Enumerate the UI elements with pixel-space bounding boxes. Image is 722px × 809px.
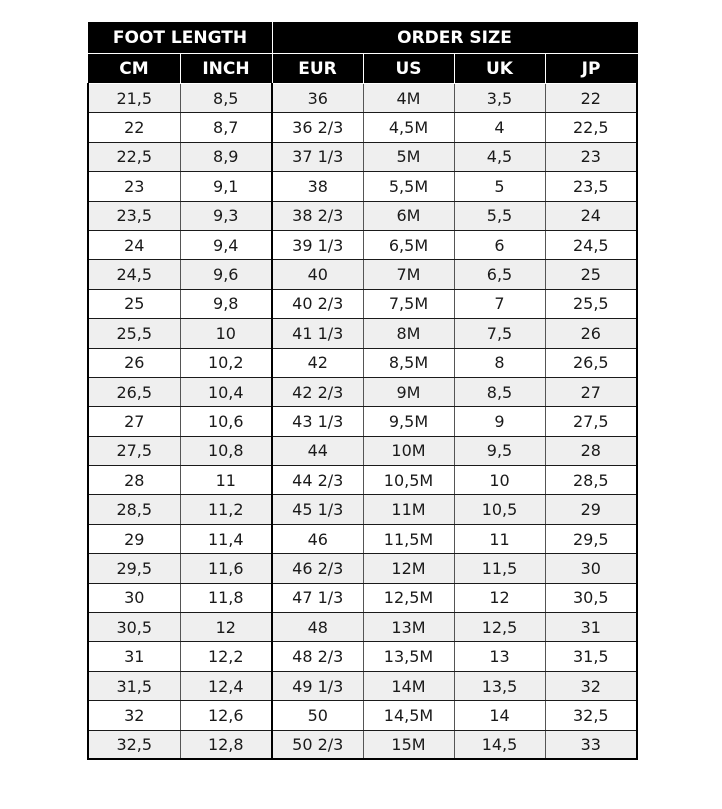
cell-jp: 30 [545, 554, 637, 583]
cell-cm: 26,5 [88, 377, 180, 406]
table-row [88, 230, 637, 259]
cell-us: 10M [363, 436, 454, 465]
cell-uk: 7 [454, 289, 545, 318]
table-row [88, 495, 637, 524]
cell-cm: 32,5 [88, 730, 180, 759]
cell-jp: 29,5 [545, 524, 637, 553]
cell-uk: 6,5 [454, 260, 545, 289]
cell-uk: 8 [454, 348, 545, 377]
cell-inch: 11,6 [180, 554, 272, 583]
cell-cm: 30,5 [88, 613, 180, 642]
column-header-eur: EUR [272, 54, 363, 84]
cell-inch: 10,4 [180, 377, 272, 406]
cell-us: 12,5M [363, 583, 454, 612]
column-header-cm: CM [88, 54, 180, 84]
cell-eur: 44 2/3 [272, 466, 363, 495]
cell-us: 9M [363, 377, 454, 406]
cell-us: 11,5M [363, 524, 454, 553]
cell-cm: 26 [88, 348, 180, 377]
cell-jp: 22,5 [545, 113, 637, 142]
table-row [88, 642, 637, 671]
table-row [88, 466, 637, 495]
cell-inch: 10,6 [180, 407, 272, 436]
column-header-uk: UK [454, 54, 545, 84]
cell-cm: 24,5 [88, 260, 180, 289]
cell-cm: 27 [88, 407, 180, 436]
cell-us: 13M [363, 613, 454, 642]
cell-cm: 22,5 [88, 142, 180, 171]
cell-uk: 5 [454, 172, 545, 201]
cell-jp: 31 [545, 613, 637, 642]
cell-cm: 29 [88, 524, 180, 553]
table-row [88, 613, 637, 642]
cell-cm: 24 [88, 230, 180, 259]
cell-eur: 44 [272, 436, 363, 465]
cell-eur: 46 [272, 524, 363, 553]
cell-uk: 12 [454, 583, 545, 612]
cell-us: 7,5M [363, 289, 454, 318]
cell-cm: 32 [88, 701, 180, 730]
cell-eur: 41 1/3 [272, 319, 363, 348]
column-header-jp: JP [545, 54, 637, 84]
table-row [88, 524, 637, 553]
cell-jp: 26 [545, 319, 637, 348]
cell-us: 8M [363, 319, 454, 348]
cell-jp: 32 [545, 671, 637, 700]
cell-inch: 11,4 [180, 524, 272, 553]
cell-uk: 7,5 [454, 319, 545, 348]
cell-eur: 36 [272, 84, 363, 113]
cell-inch: 11 [180, 466, 272, 495]
cell-cm: 22 [88, 113, 180, 142]
cell-uk: 4 [454, 113, 545, 142]
cell-uk: 3,5 [454, 84, 545, 113]
cell-eur: 48 [272, 613, 363, 642]
cell-jp: 30,5 [545, 583, 637, 612]
cell-inch: 11,2 [180, 495, 272, 524]
cell-uk: 4,5 [454, 142, 545, 171]
cell-eur: 40 2/3 [272, 289, 363, 318]
cell-eur: 42 [272, 348, 363, 377]
cell-uk: 11 [454, 524, 545, 553]
cell-jp: 32,5 [545, 701, 637, 730]
cell-cm: 28,5 [88, 495, 180, 524]
cell-us: 6,5M [363, 230, 454, 259]
cell-eur: 38 2/3 [272, 201, 363, 230]
cell-eur: 49 1/3 [272, 671, 363, 700]
cell-eur: 46 2/3 [272, 554, 363, 583]
cell-inch: 12,6 [180, 701, 272, 730]
cell-uk: 5,5 [454, 201, 545, 230]
cell-uk: 12,5 [454, 613, 545, 642]
cell-inch: 10,8 [180, 436, 272, 465]
cell-uk: 13,5 [454, 671, 545, 700]
table-body [88, 84, 637, 760]
table-row [88, 583, 637, 612]
cell-cm: 27,5 [88, 436, 180, 465]
cell-jp: 28,5 [545, 466, 637, 495]
cell-cm: 25 [88, 289, 180, 318]
cell-us: 9,5M [363, 407, 454, 436]
table-row [88, 84, 637, 113]
cell-cm: 31 [88, 642, 180, 671]
cell-eur: 50 2/3 [272, 730, 363, 759]
cell-inch: 9,4 [180, 230, 272, 259]
size-chart-table [87, 22, 638, 760]
table-header [88, 23, 637, 84]
cell-jp: 24 [545, 201, 637, 230]
cell-inch: 11,8 [180, 583, 272, 612]
cell-jp: 27,5 [545, 407, 637, 436]
cell-jp: 22 [545, 84, 637, 113]
table-row [88, 201, 637, 230]
cell-inch: 8,5 [180, 84, 272, 113]
cell-us: 11M [363, 495, 454, 524]
cell-us: 6M [363, 201, 454, 230]
cell-inch: 9,1 [180, 172, 272, 201]
header-order-size: ORDER SIZE [272, 23, 637, 54]
cell-us: 5,5M [363, 172, 454, 201]
cell-us: 14M [363, 671, 454, 700]
table-row [88, 554, 637, 583]
table-row [88, 113, 637, 142]
cell-uk: 11,5 [454, 554, 545, 583]
table-row [88, 260, 637, 289]
cell-us: 15M [363, 730, 454, 759]
cell-us: 8,5M [363, 348, 454, 377]
cell-uk: 14,5 [454, 730, 545, 759]
cell-eur: 39 1/3 [272, 230, 363, 259]
cell-eur: 42 2/3 [272, 377, 363, 406]
table-row [88, 377, 637, 406]
cell-inch: 8,7 [180, 113, 272, 142]
table-row [88, 348, 637, 377]
table-row [88, 671, 637, 700]
column-header-us: US [363, 54, 454, 84]
cell-cm: 28 [88, 466, 180, 495]
header-columns-row [88, 54, 637, 84]
cell-eur: 40 [272, 260, 363, 289]
cell-jp: 31,5 [545, 642, 637, 671]
table-row [88, 407, 637, 436]
cell-eur: 45 1/3 [272, 495, 363, 524]
cell-jp: 26,5 [545, 348, 637, 377]
cell-us: 5M [363, 142, 454, 171]
cell-cm: 25,5 [88, 319, 180, 348]
cell-jp: 28 [545, 436, 637, 465]
cell-jp: 27 [545, 377, 637, 406]
cell-jp: 33 [545, 730, 637, 759]
cell-uk: 10 [454, 466, 545, 495]
cell-cm: 23,5 [88, 201, 180, 230]
cell-inch: 12,2 [180, 642, 272, 671]
cell-us: 12M [363, 554, 454, 583]
cell-us: 7M [363, 260, 454, 289]
cell-inch: 12,4 [180, 671, 272, 700]
cell-uk: 13 [454, 642, 545, 671]
cell-eur: 47 1/3 [272, 583, 363, 612]
cell-us: 4,5M [363, 113, 454, 142]
table-row [88, 319, 637, 348]
cell-inch: 8,9 [180, 142, 272, 171]
cell-inch: 12 [180, 613, 272, 642]
cell-us: 13,5M [363, 642, 454, 671]
cell-inch: 9,3 [180, 201, 272, 230]
cell-cm: 23 [88, 172, 180, 201]
column-header-inch: INCH [180, 54, 272, 84]
cell-cm: 30 [88, 583, 180, 612]
cell-eur: 38 [272, 172, 363, 201]
cell-jp: 23,5 [545, 172, 637, 201]
table-row [88, 142, 637, 171]
cell-uk: 9,5 [454, 436, 545, 465]
cell-eur: 37 1/3 [272, 142, 363, 171]
cell-jp: 25,5 [545, 289, 637, 318]
cell-us: 4M [363, 84, 454, 113]
cell-inch: 9,6 [180, 260, 272, 289]
cell-uk: 10,5 [454, 495, 545, 524]
cell-cm: 29,5 [88, 554, 180, 583]
cell-jp: 29 [545, 495, 637, 524]
table-row [88, 701, 637, 730]
cell-eur: 50 [272, 701, 363, 730]
cell-inch: 10,2 [180, 348, 272, 377]
cell-us: 14,5M [363, 701, 454, 730]
cell-cm: 31,5 [88, 671, 180, 700]
cell-eur: 43 1/3 [272, 407, 363, 436]
cell-uk: 8,5 [454, 377, 545, 406]
cell-jp: 25 [545, 260, 637, 289]
cell-jp: 24,5 [545, 230, 637, 259]
table-row [88, 289, 637, 318]
cell-uk: 6 [454, 230, 545, 259]
cell-inch: 10 [180, 319, 272, 348]
table-row [88, 730, 637, 759]
cell-eur: 36 2/3 [272, 113, 363, 142]
header-foot-length: FOOT LENGTH [88, 23, 272, 54]
cell-uk: 9 [454, 407, 545, 436]
cell-inch: 9,8 [180, 289, 272, 318]
cell-cm: 21,5 [88, 84, 180, 113]
table-row [88, 436, 637, 465]
cell-uk: 14 [454, 701, 545, 730]
cell-eur: 48 2/3 [272, 642, 363, 671]
table-row [88, 172, 637, 201]
header-group-row [88, 23, 637, 54]
cell-inch: 12,8 [180, 730, 272, 759]
cell-jp: 23 [545, 142, 637, 171]
cell-us: 10,5M [363, 466, 454, 495]
